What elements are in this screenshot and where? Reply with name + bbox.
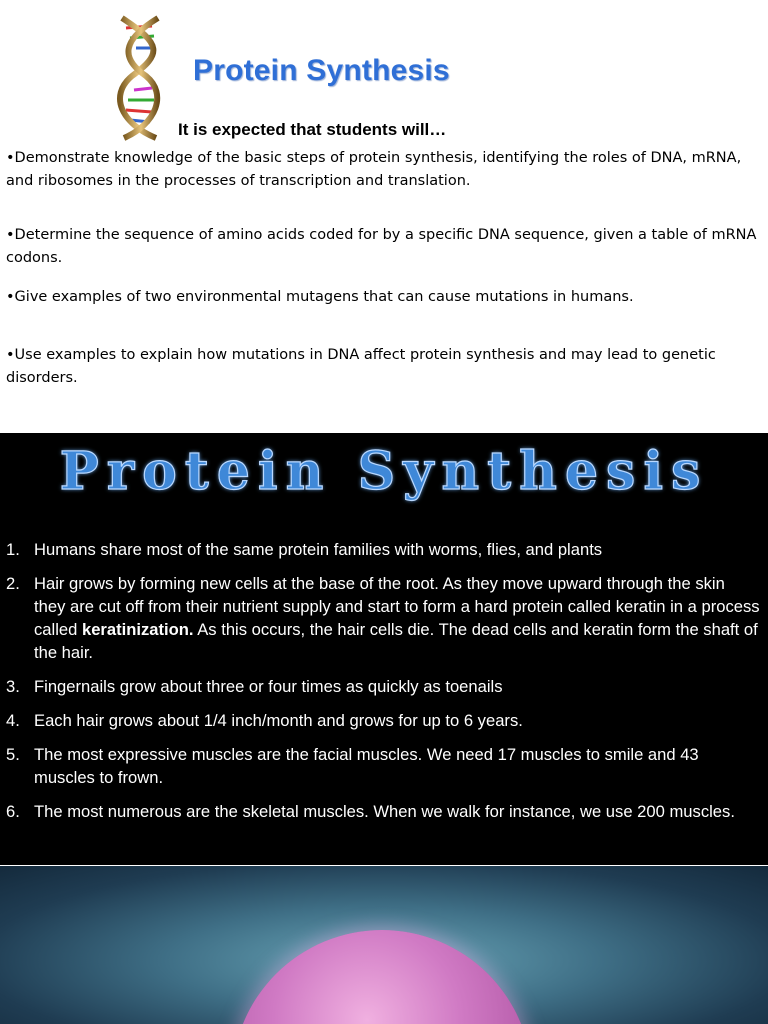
fact-number: 4. bbox=[6, 711, 20, 730]
slide-facts bbox=[0, 433, 768, 865]
cell-illustration bbox=[232, 930, 532, 1024]
fact-text: Fingernails grow about three or four times as quickly as toenails bbox=[34, 677, 503, 696]
objective-item: •Determine the sequence of amino acids coded for by a specific DNA sequence, given a table of mRNA codons. bbox=[6, 227, 757, 266]
dna-helix-icon bbox=[112, 14, 170, 142]
objective-item: •Give examples of two environmental mutagens that can cause mutations in humans. bbox=[6, 289, 634, 305]
objective-item: •Use examples to explain how mutations in DNA affect protein synthesis and may lead to genetic disorders. bbox=[6, 347, 716, 386]
fact-number: 1. bbox=[6, 540, 20, 559]
fact-item bbox=[6, 709, 760, 732]
slide-objectives bbox=[0, 0, 768, 432]
fact-number: 2. bbox=[6, 574, 20, 593]
fact-item bbox=[6, 538, 760, 561]
fact-number: 3. bbox=[6, 677, 20, 696]
fact-item bbox=[6, 572, 760, 664]
facts-list bbox=[6, 538, 760, 834]
fact-text: Each hair grows about 1/4 inch/month and grows for up to 6 years. bbox=[34, 711, 523, 730]
slide1-subtitle: It is expected that students will… bbox=[178, 120, 447, 139]
fact-item bbox=[6, 743, 760, 789]
slide1-title: Protein Synthesis bbox=[193, 54, 450, 87]
objective-item: •Demonstrate knowledge of the basic steps of protein synthesis, identifying the roles of DNA, mRNA, and ribosomes in the processes of transcription and translation. bbox=[6, 150, 742, 189]
slide2-title: Protein Synthesis bbox=[59, 441, 709, 502]
fact-item bbox=[6, 675, 760, 698]
fact-keyword: keratinization. bbox=[81, 620, 194, 639]
fact-text: Humans share most of the same protein families with worms, flies, and plants bbox=[34, 540, 603, 559]
fact-text: As this occurs, the hair cells die. The dead cells and keratin form the shaft of the hair. bbox=[34, 620, 758, 662]
fact-number: 5. bbox=[6, 745, 20, 764]
fact-text: The most numerous are the skeletal muscles. When we walk for instance, we use 200 muscles. bbox=[34, 802, 735, 821]
fact-item bbox=[6, 800, 760, 823]
fact-text: The most expressive muscles are the facial muscles. We need 17 muscles to smile and 43 muscles to frown. bbox=[34, 745, 699, 787]
slide-cell-image bbox=[0, 866, 768, 1024]
fact-text: Hair grows by forming new cells at the base of the root. As they move upward through the skin they are cut off from their nutrient supply and start to form a hard protein called keratin in a process called bbox=[34, 574, 760, 639]
fact-number: 6. bbox=[6, 802, 20, 821]
